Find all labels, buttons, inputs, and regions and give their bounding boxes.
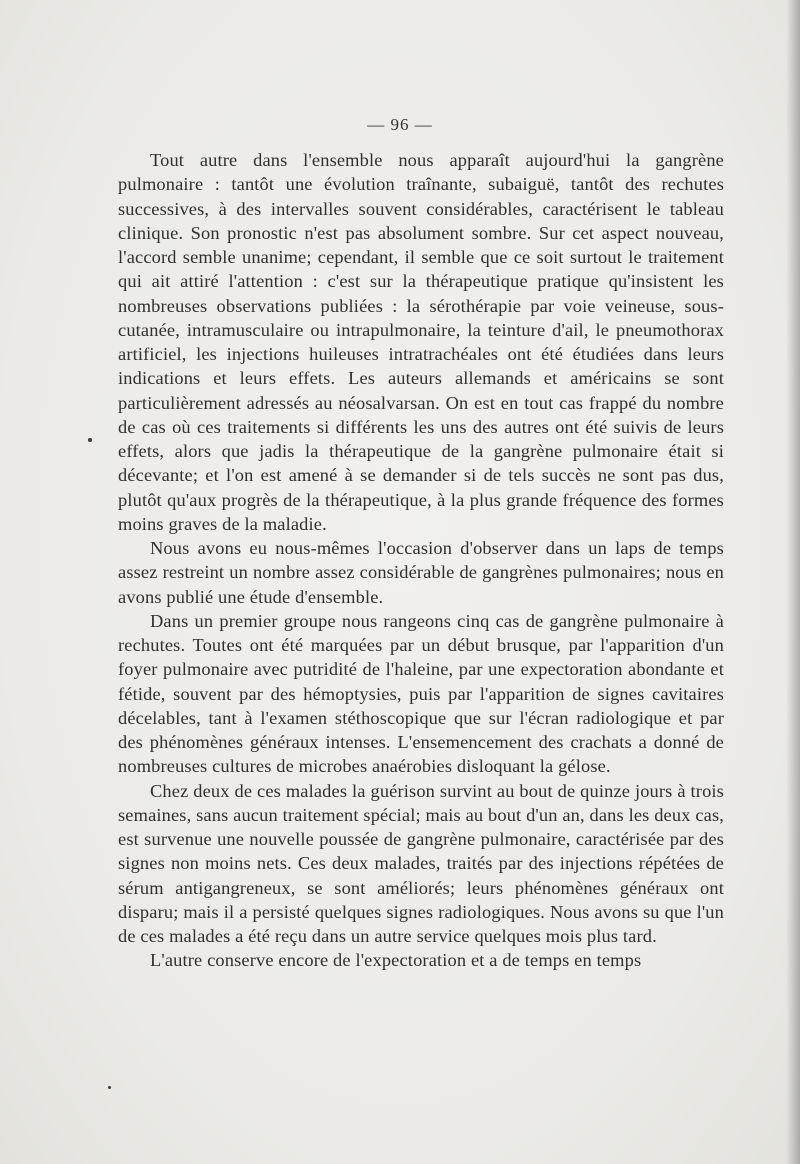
body-text <box>118 148 724 973</box>
page-edge-shadow <box>786 0 800 1164</box>
ink-speck <box>88 438 92 442</box>
page-number: — 96 — <box>367 115 433 134</box>
paragraph-5: L'autre conserve encore de l'expectoration et a de temps en temps <box>150 950 642 971</box>
ink-speck <box>108 1086 111 1089</box>
paragraph-3: Dans un premier groupe nous rangeons cinq cas de gangrène pulmonaire à rechutes. Toutes ont été marquées par un début brusque, par l'apparition d'un foyer pulmonaire avec putridité de l'haleine, par une expectoration abondante et fétide, souvent par des hémoptysies, puis par l'apparition de signes cavitaires décelables, tant à l'examen stéthoscopique que sur l'écran radiologique et par des phénomènes généraux intenses. L'ensemencement des crachats a donné de nombreuses cultures de microbes anaérobies disloquant la gélose. <box>118 610 724 777</box>
paragraph-2: Nous avons eu nous-mêmes l'occasion d'observer dans un laps de temps assez restreint un nombre assez considérable de gangrènes pulmonaires; nous en avons publié une étude d'ensemble. <box>118 538 724 607</box>
paragraph-4: Chez deux de ces malades la guérison survint au bout de quinze jours à trois semaines, sans aucun traitement spécial; mais au bout d'un an, dans les deux cas, est survenue une nouvelle poussée de gangrène pulmonaire, caractérisée par des signes non moins nets. Ces deux malades, traités par des injections répétées de sérum antigangreneux, se sont améliorés; leurs phénomènes généraux ont disparu; mais il a persisté quelques signes radiologiques. Nous avons su que l'un de ces malades a été reçu dans un autre service quelques mois plus tard. <box>118 780 724 946</box>
paragraph-1: Tout autre dans l'ensemble nous apparaît aujourd'hui la gangrène pulmonaire : tantôt une évolution traînante, subaiguë, tantôt des rechutes successives, à des intervalles souvent considérables, caractérisent le tableau clinique. Son pronostic n'est pas absolument sombre. Sur cet aspect nouveau, l'accord semble unanime; cependant, il semble que ce soit surtout le traitement qui ait attiré l'attention : c'est sur la thérapeutique pratique qu'insistent les nombreuses observations publiées : la sérothérapie par voie veineuse, sous-cutanée, intramusculaire ou intrapulmonaire, la teinture d'ail, le pneumothorax artificiel, les injections huileuses intratrachéales ont été étudiées dans leurs indications et leurs effets. Les auteurs allemands et américains se sont particulièrement adressés au néosalvarsan. On est en tout cas frappé du nombre de cas où ces traitements si différents les uns des autres ont été suivis de leurs effets, alors que jadis la thérapeutique de la gangrène pulmonaire était si décevante; et l'on est amené à se demander si de tels succès ne sont pas dus, plutôt qu'aux progrès de la thérapeutique, à la plus grande fréquence des formes moins graves de la maladie. <box>118 150 724 534</box>
